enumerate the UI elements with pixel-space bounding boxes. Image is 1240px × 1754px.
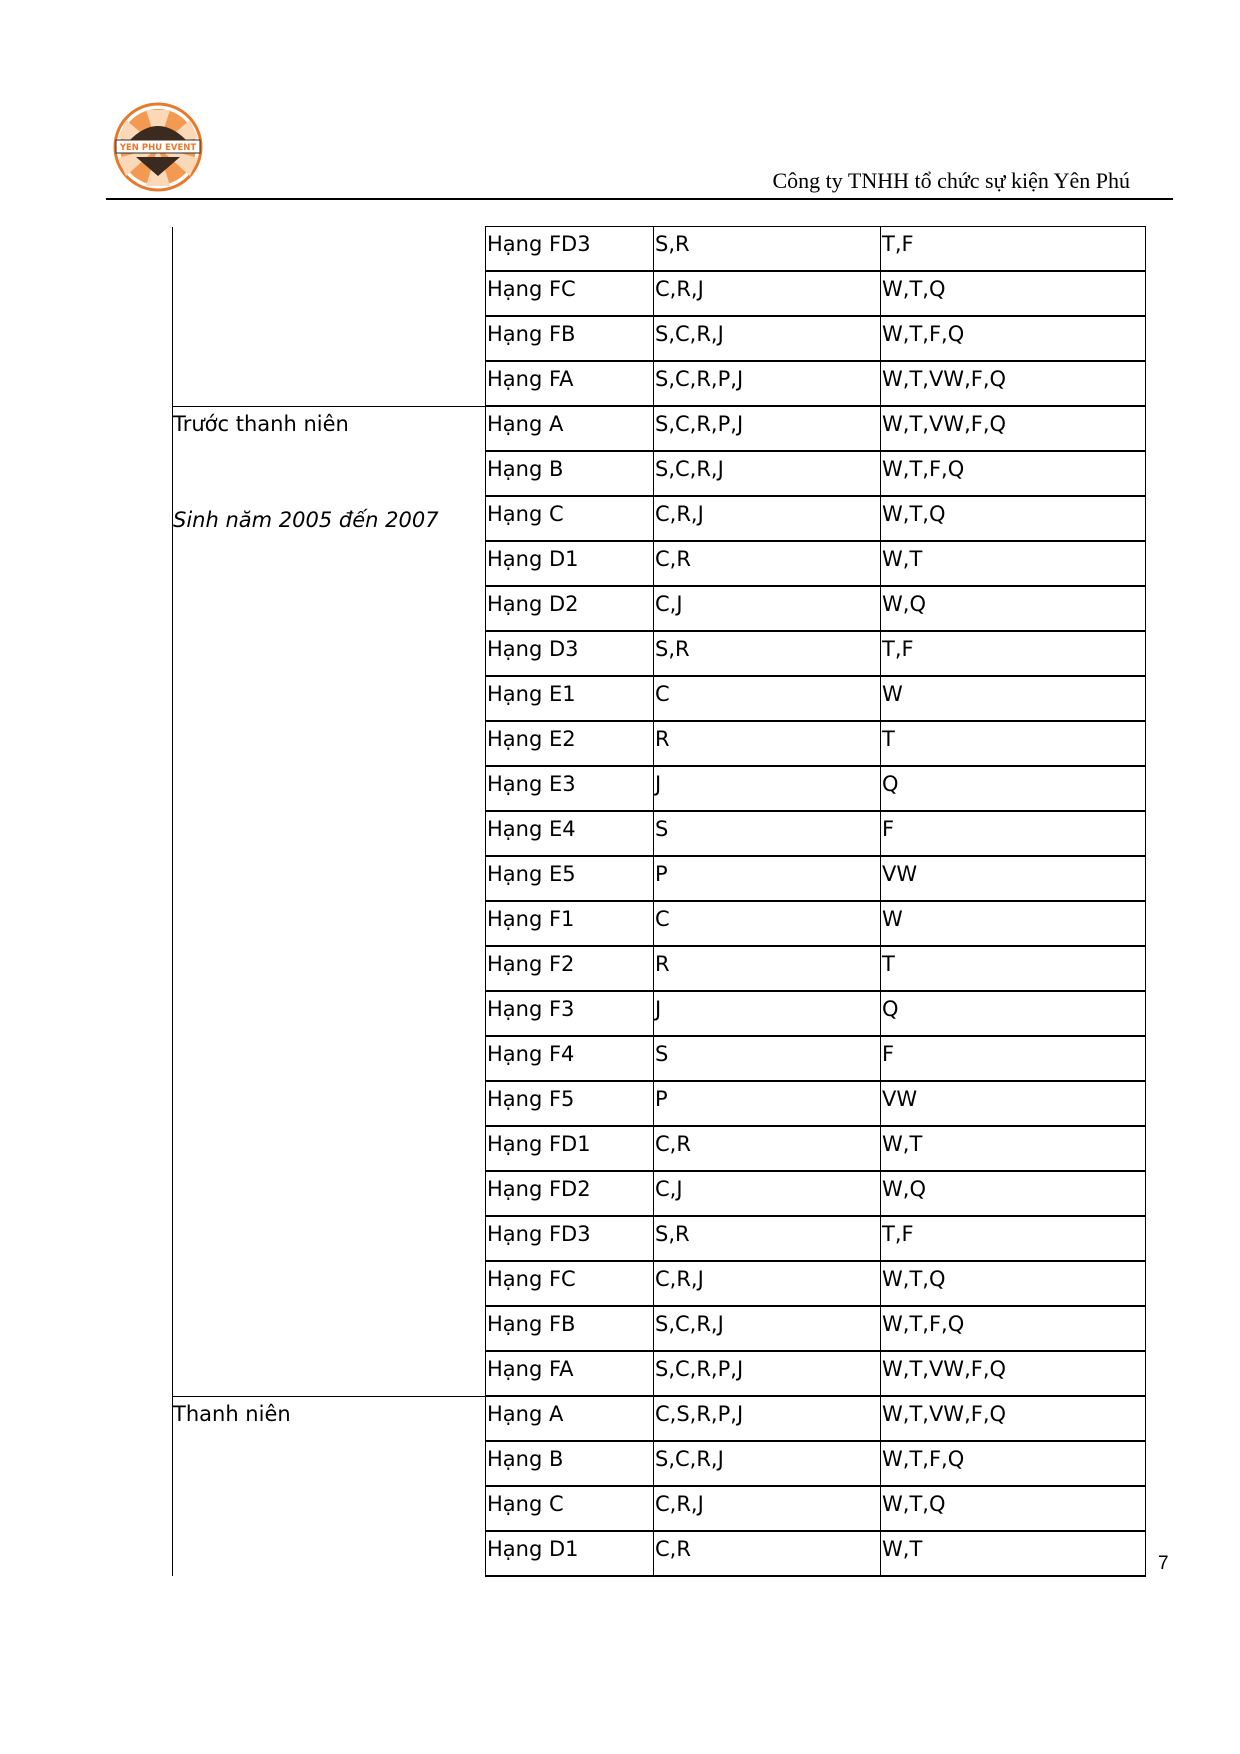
dances-cell: C,J [654, 586, 881, 631]
dances-cell: C,R,J [654, 496, 881, 541]
codes-cell: Q [881, 991, 1146, 1036]
table-row [173, 1396, 1146, 1441]
class-cell: Hạng F4 [486, 1036, 654, 1081]
page-number: 7 [1158, 1553, 1169, 1574]
codes-cell: T [881, 946, 1146, 991]
class-cell: Hạng FB [486, 1306, 654, 1351]
class-cell: Hạng FD3 [486, 1216, 654, 1261]
dances-cell: R [654, 946, 881, 991]
dances-cell: C,J [654, 1171, 881, 1216]
age-group-cell [173, 406, 486, 1396]
codes-cell: W,T [881, 1126, 1146, 1171]
dances-cell: S,C,R,P,J [654, 406, 881, 451]
class-cell: Hạng E3 [486, 766, 654, 811]
age-group-name: Trước thanh niên [173, 411, 349, 436]
dances-cell: J [654, 766, 881, 811]
class-cell: Hạng D3 [486, 631, 654, 676]
codes-cell: W,T,Q [881, 496, 1146, 541]
codes-cell: W,T,F,Q [881, 316, 1146, 361]
class-cell: Hạng FC [486, 1261, 654, 1306]
class-cell: Hạng FA [486, 361, 654, 406]
age-group-birth-years: Sinh năm 2005 đến 2007 [173, 507, 439, 532]
table-row [173, 227, 1146, 272]
codes-cell: W,T,Q [881, 271, 1146, 316]
class-cell: Hạng A [486, 1396, 654, 1441]
dances-cell: C [654, 901, 881, 946]
svg-text:YEN PHU EVENT: YEN PHU EVENT [119, 143, 197, 153]
class-cell: Hạng F1 [486, 901, 654, 946]
table-row [173, 406, 1146, 451]
dances-cell: S,R [654, 1216, 881, 1261]
codes-cell: W,T [881, 541, 1146, 586]
dances-cell: C,R,J [654, 1261, 881, 1306]
class-cell: Hạng B [486, 1441, 654, 1486]
class-cell: Hạng F3 [486, 991, 654, 1036]
class-cell: Hạng D2 [486, 586, 654, 631]
header-rule [106, 198, 1173, 200]
class-cell: Hạng C [486, 1486, 654, 1531]
codes-cell: W,T,Q [881, 1261, 1146, 1306]
codes-cell: W,T,F,Q [881, 1306, 1146, 1351]
dances-cell: S,R [654, 227, 881, 272]
class-cell: Hạng FD1 [486, 1126, 654, 1171]
dances-cell: C,R,J [654, 271, 881, 316]
age-group-cell [173, 1396, 486, 1576]
dances-cell: S,C,R,J [654, 451, 881, 496]
dances-cell: S,C,R,J [654, 1306, 881, 1351]
codes-cell: W,Q [881, 586, 1146, 631]
codes-cell: T,F [881, 1216, 1146, 1261]
class-cell: Hạng FD2 [486, 1171, 654, 1216]
codes-cell: W,T,Q [881, 1486, 1146, 1531]
codes-cell: W,T,F,Q [881, 451, 1146, 496]
class-cell: Hạng E2 [486, 721, 654, 766]
class-cell: Hạng FB [486, 316, 654, 361]
age-group-cell [173, 227, 486, 407]
dances-cell: C [654, 676, 881, 721]
codes-cell: W,T,VW,F,Q [881, 361, 1146, 406]
class-cell: Hạng D1 [486, 541, 654, 586]
dances-cell: S,C,R,P,J [654, 1351, 881, 1396]
codes-cell: F [881, 1036, 1146, 1081]
class-cell: Hạng E1 [486, 676, 654, 721]
codes-cell: VW [881, 856, 1146, 901]
dances-cell: C,R [654, 541, 881, 586]
class-cell: Hạng F2 [486, 946, 654, 991]
company-logo [106, 102, 210, 192]
dances-cell: P [654, 1081, 881, 1126]
dances-cell: R [654, 721, 881, 766]
dances-cell: C,S,R,P,J [654, 1396, 881, 1441]
codes-cell: W [881, 901, 1146, 946]
class-cell: Hạng C [486, 496, 654, 541]
codes-cell: Q [881, 766, 1146, 811]
dances-cell: S [654, 1036, 881, 1081]
age-group-name: Thanh niên [173, 1401, 291, 1426]
codes-cell: W,T,VW,F,Q [881, 406, 1146, 451]
company-name: Công ty TNHH tổ chức sự kiện Yên Phú [772, 168, 1130, 193]
codes-cell: W,T [881, 1531, 1146, 1576]
codes-cell: T [881, 721, 1146, 766]
class-cell: Hạng F5 [486, 1081, 654, 1126]
category-table [172, 226, 1146, 1577]
logo-emblem-icon [106, 102, 210, 192]
dances-cell: C,R,J [654, 1486, 881, 1531]
category-table-body [173, 227, 1146, 1577]
codes-cell: T,F [881, 631, 1146, 676]
codes-cell: T,F [881, 227, 1146, 272]
dances-cell: C,R [654, 1126, 881, 1171]
class-cell: Hạng E4 [486, 811, 654, 856]
dances-cell: S,R [654, 631, 881, 676]
codes-cell: W,T,VW,F,Q [881, 1396, 1146, 1441]
codes-cell: VW [881, 1081, 1146, 1126]
class-cell: Hạng FA [486, 1351, 654, 1396]
dances-cell: C,R [654, 1531, 881, 1576]
codes-cell: W,T,F,Q [881, 1441, 1146, 1486]
dances-cell: S,C,R,P,J [654, 361, 881, 406]
dances-cell: S [654, 811, 881, 856]
codes-cell: F [881, 811, 1146, 856]
dances-cell: J [654, 991, 881, 1036]
dances-cell: S,C,R,J [654, 1441, 881, 1486]
codes-cell: W,Q [881, 1171, 1146, 1216]
class-cell: Hạng FC [486, 271, 654, 316]
codes-cell: W,T,VW,F,Q [881, 1351, 1146, 1396]
dances-cell: S,C,R,J [654, 316, 881, 361]
dances-cell: P [654, 856, 881, 901]
class-cell: Hạng E5 [486, 856, 654, 901]
class-cell: Hạng D1 [486, 1531, 654, 1576]
codes-cell: W [881, 676, 1146, 721]
class-cell: Hạng B [486, 451, 654, 496]
class-cell: Hạng A [486, 406, 654, 451]
class-cell: Hạng FD3 [486, 227, 654, 272]
